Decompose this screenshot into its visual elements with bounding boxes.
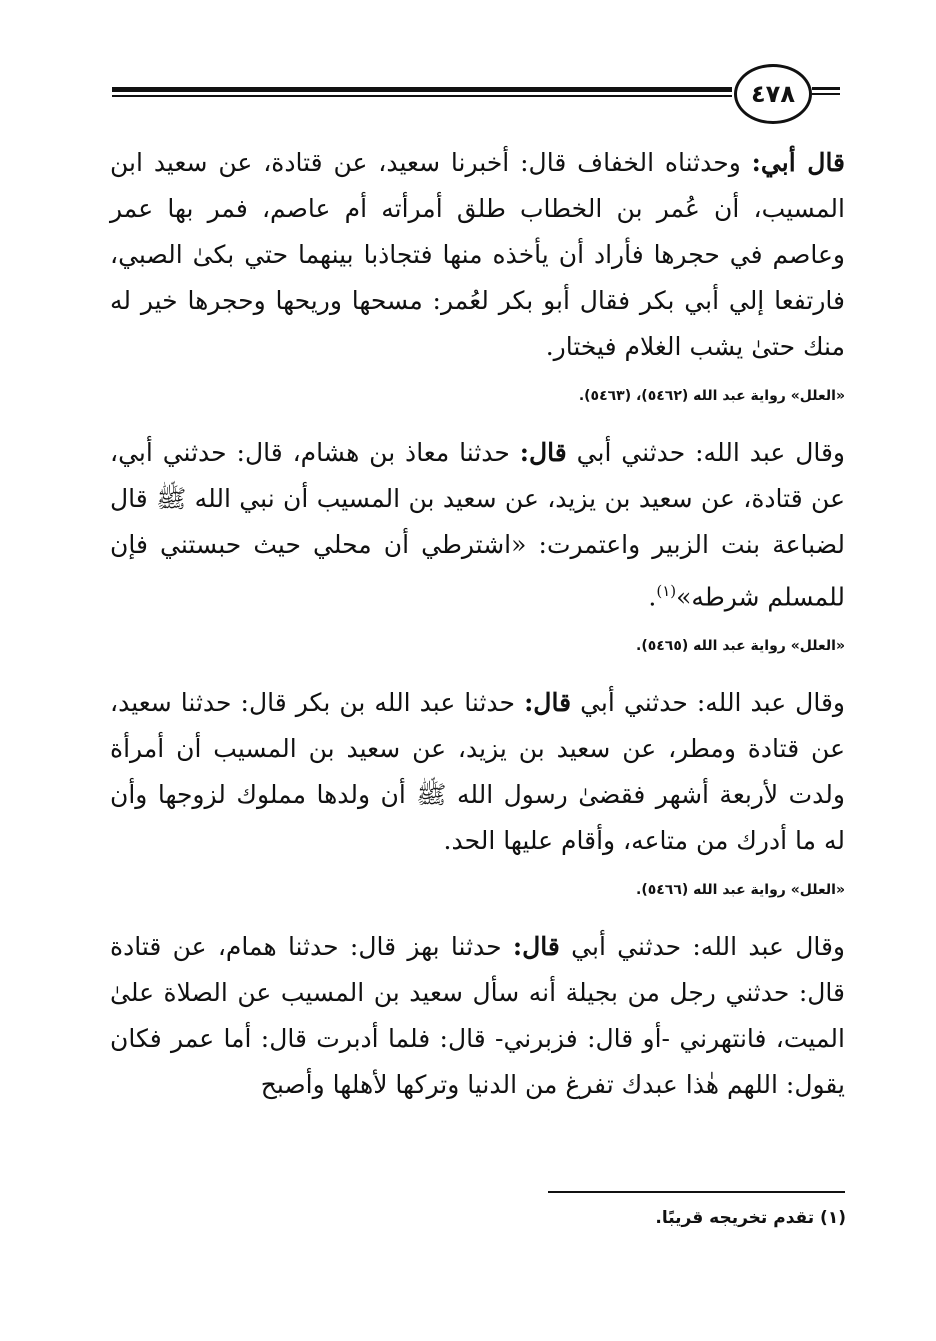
lead-phrase: قال أبي: bbox=[751, 148, 846, 177]
paragraph-text: حدثنا عبد الله بن بكر قال: حدثنا سعيد، عن قتادة ومطر، عن سعيد بن يزيد، عن سعيد بن المسيب أن أمرأة ولدت لأربعة أشهر فقضىٰ رسول الله ﷺ أن ولدها مملوك لزوجها وأن له ما أدرك من متاعه، وأقام عليها الحد. bbox=[110, 688, 845, 856]
paragraph-1 bbox=[110, 140, 845, 370]
header-rule-right bbox=[812, 87, 840, 90]
footnote-divider bbox=[548, 1191, 845, 1193]
source-citation-1: «العلل» رواية عبد الله (٥٤٦٢)، (٥٤٦٣). bbox=[578, 388, 845, 404]
paragraph-3 bbox=[110, 680, 845, 864]
paragraph-text: حدثنا معاذ بن هشام، قال: حدثني أبي، عن قتادة، عن سعيد بن يزيد، عن سعيد بن المسيب أن نبي الله ﷺ قال لضباعة بنت الزبير واعتمرت: «اشترطي أن محلي حيث حبستني فإن للمسلم شرطه» bbox=[110, 438, 845, 612]
paragraph-intro: وقال عبد الله: حدثني أبي bbox=[566, 438, 845, 467]
lead-phrase: قال: bbox=[519, 438, 567, 467]
paragraph-4 bbox=[110, 924, 845, 1108]
footnote-ref: (١) bbox=[656, 582, 677, 600]
page-header bbox=[112, 62, 840, 132]
paragraph-text: وحدثناه الخفاف قال: أخبرنا سعيد، عن قتادة، عن سعيد ابن المسيب، أن عُمر بن الخطاب طلق أمرأته أم عاصم، فمر بها عمر وعاصم في حجرها فأراد أن يأخذه منها فتجاذبا بينهما حتي بكىٰ الصبي، فارتفعا إلي أبي بكر فقال أبو بكر لعُمر: مسحها وريحها وحجرها خير له منك حتىٰ يشب الغلام فيختار. bbox=[110, 148, 845, 361]
paragraph-intro: وقال عبد الله: حدثني أبي bbox=[571, 688, 845, 718]
source-citation-2: «العلل» رواية عبد الله (٥٤٦٥). bbox=[636, 638, 845, 655]
page-number: ٤٧٨ bbox=[734, 64, 812, 124]
footnote: (١) تقدم تخريجه قريبًا. bbox=[655, 1208, 846, 1228]
page-body bbox=[110, 140, 845, 1108]
lead-phrase: قال: bbox=[524, 688, 572, 718]
paragraph-end: . bbox=[648, 582, 657, 612]
paragraph-2 bbox=[110, 430, 845, 620]
header-rule-right-2 bbox=[812, 93, 840, 95]
paragraph-intro: وقال عبد الله: حدثني أبي bbox=[559, 932, 845, 962]
lead-phrase: قال: bbox=[512, 932, 560, 962]
header-rule-thin bbox=[112, 95, 732, 97]
paragraph-text: حدثنا بهز قال: حدثنا همام، عن قتادة قال: حدثني رجل من بجيلة أنه سأل سعيد بن المسيب عن الصلاة علىٰ الميت، فانتهرني -أو قال: فزبرني- قال: فلما أدبرت قال: أما عمر فكان يقول: اللهم هٰذا عبدك تفرغ من الدنيا وتركها لأهلها وأصبح bbox=[110, 932, 845, 1100]
header-rule-thick bbox=[112, 87, 732, 92]
source-citation-3: «العلل» رواية عبد الله (٥٤٦٦). bbox=[636, 882, 845, 899]
